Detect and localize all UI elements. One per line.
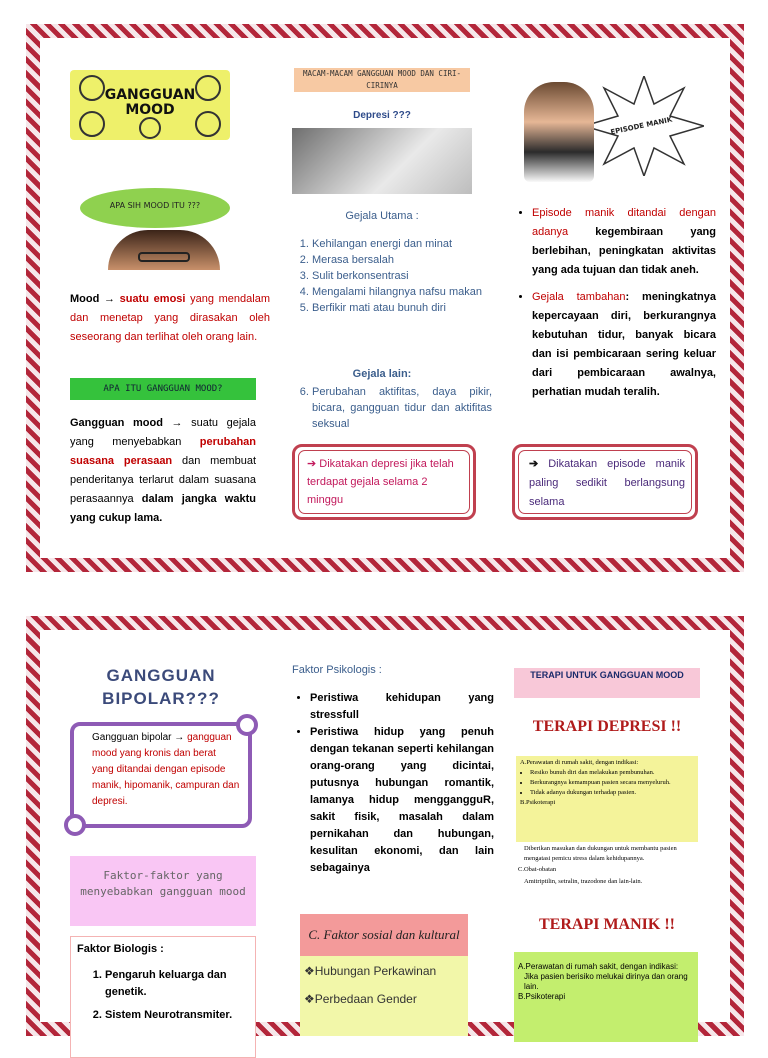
gangguan-mood-logo <box>70 70 230 140</box>
list-item: • Peristiwa hidup yang penuh dengan tekanan seperti kehilangan orang-orang yang dicintai, putusnya hubungan romantik, lamanya hidup menggangguR, sakit fisik, masalah dalam pernikahan dan hubungan, kesulitan ekonomi, dan lain sebagainya <box>310 724 494 877</box>
faktor-faktor-box: Faktor-faktor yang menyebabkan gangguan mood <box>70 856 256 926</box>
gejala-utama-list <box>294 236 482 316</box>
bullet2-rest: : meningkatnya kepercayaan diri, berkurangnya kebutuhan tidur, banyak bicara dan isi pembicaraan sering keluar dari pembicaraan awalnya, perhatian mudah teralih. <box>532 291 716 398</box>
list-item: 1. Kehilangan energi dan minat <box>312 236 482 252</box>
list-item: • Tidak adanya dukungan terhadap pasien. <box>530 788 694 798</box>
bullet2-red: Gejala tambahan <box>532 291 626 303</box>
list-item: 5. Berfikir mati atau bunuh diri <box>312 300 482 316</box>
gm-text2: dan membuat penderitanya terlarut dalam suasana perasaannya <box>70 455 256 505</box>
mood-rest: yang mendalam dan menetap yang dirasakan oleh seseorang dan terlihat oleh orang lain. <box>70 293 271 343</box>
depresi-b: B.Psikoterapi <box>520 799 556 806</box>
bio-title: Faktor Biologis : <box>77 943 164 955</box>
depresi-a-list <box>520 768 694 798</box>
logo-text: GANGGUAN MOOD <box>104 87 196 118</box>
list-item: 2. Merasa bersalah <box>312 252 482 268</box>
gm-arrow: → <box>171 417 183 429</box>
list-item: 2. Sistem Neurotransmiter. <box>105 1007 265 1024</box>
brochure-page-2 <box>26 616 744 1036</box>
gejala-lain-list <box>294 384 492 432</box>
macam-heading: MACAM-MACAM GANGGUAN MOOD DAN CIRI-CIRINYA <box>294 68 470 92</box>
manik-criteria-box <box>512 444 698 520</box>
manik-criteria-text <box>529 455 685 512</box>
gm-word: Gangguan mood <box>70 417 163 429</box>
episode-manik-label: EPISODE MANIK <box>609 115 673 137</box>
list-item: • Peristiwa kehidupan yang stressfull <box>310 690 494 724</box>
psiko-title: Faktor Psikologis : <box>292 664 382 676</box>
list-item <box>532 204 716 280</box>
list-item: • Resiko bunuh diri dan melakukan pembunuhan. <box>530 768 694 778</box>
terapi-depresi-heading: TERAPI DEPRESI !! <box>532 718 682 735</box>
arrow-icon: ➔ <box>529 458 539 470</box>
list-item: 3. Sulit berkonsentrasi <box>312 268 482 284</box>
arrow-icon: → <box>174 732 185 743</box>
sosial-list <box>300 956 468 1036</box>
terapi-depresi-box <box>516 756 698 842</box>
gejala-utama-title: Gejala Utama : <box>345 210 419 222</box>
scroll-text <box>92 730 240 810</box>
bipolar-definition: gangguan mood yang kronis dan berat yang ditandai dengan episode manik, hipomanik, campuran dan depresi. <box>92 732 240 807</box>
sosial-header: C. Faktor sosial dan kultural <box>300 914 468 956</box>
gejala-lain-title: Gejala lain: <box>352 368 412 380</box>
list-item: ❖Hubungan Perkawinan <box>304 964 437 978</box>
terapi-manik-heading: TERAPI MANIK !! <box>539 916 675 933</box>
man-with-glasses-image <box>108 230 220 270</box>
terapi-manik-box <box>514 952 698 1042</box>
bullet1-red: Episode manik ditandai dengan adanya <box>532 207 716 238</box>
depresi-title: Depresi ??? <box>353 110 411 121</box>
mood-arrow: → <box>104 293 115 305</box>
depresi-criteria-box <box>292 444 476 520</box>
manik-a: A.Perawatan di rumah sakit, dengan indikasi: <box>518 962 679 971</box>
bipolar-title: GANGGUAN BIPOLAR??? <box>102 666 220 708</box>
faktor-biologis-box <box>70 936 256 1058</box>
depresi-c: C.Obat-obatan <box>518 866 557 873</box>
apa-itu-banner: APA ITU GANGGUAN MOOD? <box>70 378 256 400</box>
list-item: 4. Mengalami hilangnya nafsu makan <box>312 284 482 300</box>
woman-photo <box>524 82 594 182</box>
terapi-title: TERAPI UNTUK GANGGUAN MOOD <box>514 668 700 698</box>
bipolar-label: Gangguan bipolar <box>92 732 172 743</box>
list-item: 6. Perubahan aktifitas, daya pikir, bicara, gangguan tidur dan aktifitas seksual <box>312 384 492 432</box>
depresi-criteria-text <box>307 455 463 509</box>
list-item <box>532 288 716 402</box>
criteria-text: Dikatakan episode manik paling sedikit berlangsung selama <box>529 458 685 508</box>
manik-a-text: Jika pasien berisiko melukai dirinya dan orang lain. <box>524 972 688 991</box>
mood-word: Mood <box>70 293 100 305</box>
gm-text1: suatu gejala yang menyebabkan <box>70 417 256 448</box>
mood-emphasis: suatu emosi <box>119 293 186 305</box>
manik-b: B.Psikoterapi <box>518 992 566 1001</box>
psiko-list <box>292 690 494 877</box>
glasses-icon <box>138 252 190 262</box>
depresi-b-text: Diberikan masukan dan dukungan untuk membantu pasien mengatasi pemicu stress dalam kehidupannya. <box>524 845 677 862</box>
brochure-page-1 <box>26 24 744 572</box>
mood-definition <box>70 290 270 347</box>
gm-bold2: dalam jangka waktu yang cukup lama. <box>70 493 256 524</box>
list-item: ❖Perbedaan Gender <box>304 992 417 1006</box>
excited-woman-image <box>514 66 702 186</box>
speech-bubble-text: APA SIH MOOD ITU ??? <box>109 201 201 210</box>
criteria-text: Dikatakan depresi jika telah terdapat gejala selama 2 minggu <box>307 458 454 506</box>
bipolar-scroll <box>70 722 252 828</box>
list-item: 1. Pengaruh keluarga dan genetik. <box>105 967 265 1001</box>
bio-list <box>87 967 265 1024</box>
gm-bold1: perubahan suasana perasaan <box>70 436 256 467</box>
arrow-icon: ➔ <box>307 458 317 470</box>
list-item: • Berkurangnya kemampuan pasien secara menyeluruh. <box>530 778 694 788</box>
manik-bullets <box>514 204 716 402</box>
depresi-c-text: Amitriptilin, setralin, trazodone dan lain-lain. <box>524 878 643 885</box>
scroll-curl-icon <box>64 814 86 836</box>
sad-woman-image <box>292 128 472 194</box>
gangguan-mood-definition <box>70 414 256 528</box>
bullet1-rest: kegembiraan yang berlebihan, peningkatan aktivitas yang ada tujuan dan tidak aneh. <box>532 226 716 276</box>
depresi-a: A.Perawatan di rumah sakit, dengan indikasi: <box>520 759 639 766</box>
